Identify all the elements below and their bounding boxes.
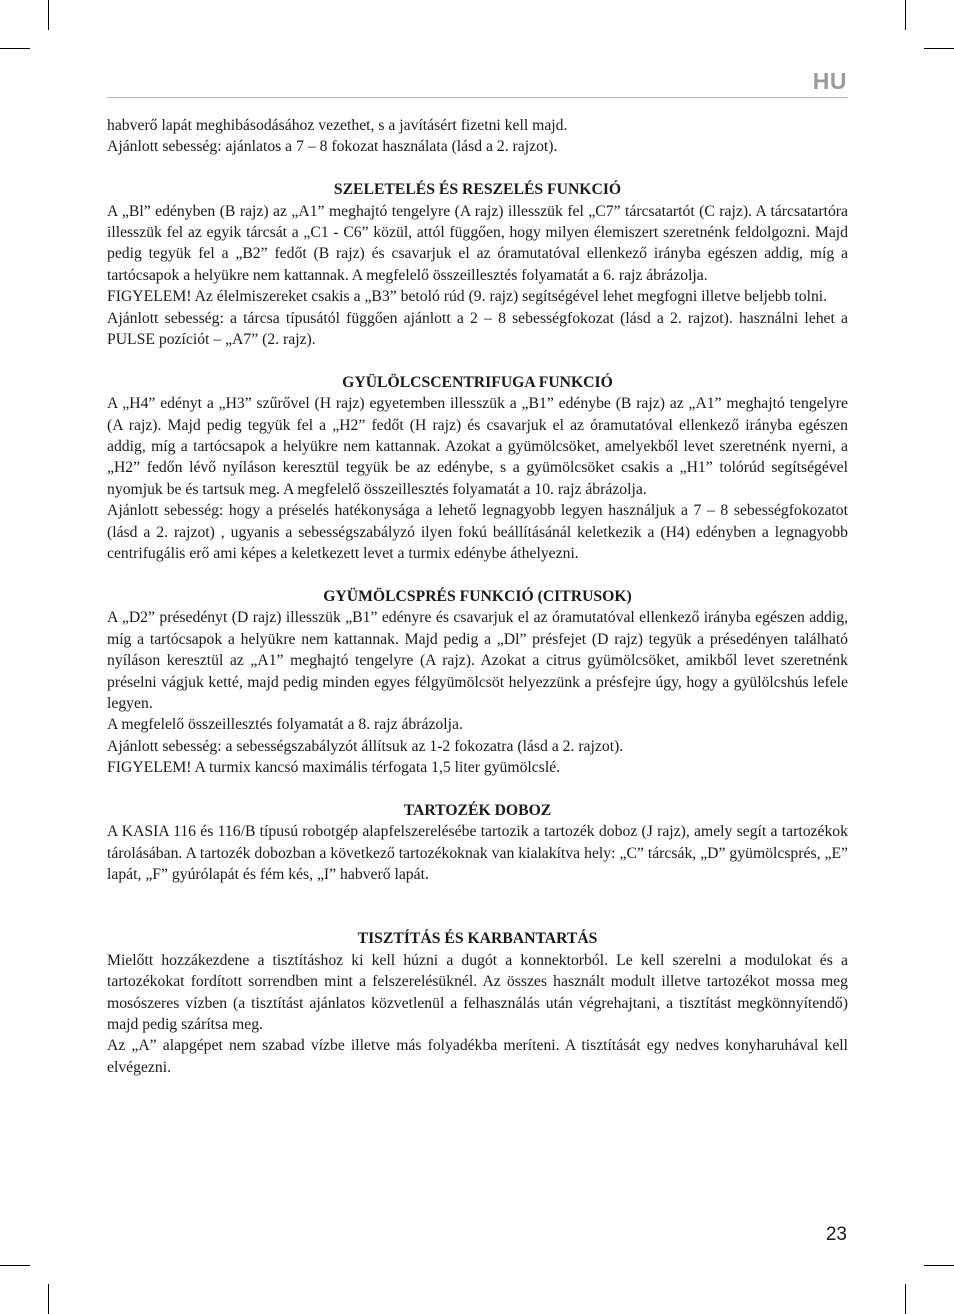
section-title-cleaning: TISZTÍTÁS ÉS KARBANTARTÁS (357, 930, 598, 948)
crop-mark-bottom-right-h (924, 1265, 954, 1266)
section-citrus-paragraph-2: A megfelelő összeillesztés folyamatát a 8. rajz ábrázolja. (107, 716, 463, 734)
section-title-citrus-press: GYÜMÖLCSPRÉS FUNKCIÓ (CITRUSOK) (323, 587, 632, 605)
section-title-accessory-box: TARTOZÉK DOBOZ (403, 801, 552, 819)
section-cleaning-paragraph-1: Mielőtt hozzákezdene a tisztításhoz ki kell húzni a dugót a konnektorból. Le kell szerelni a modulokat és a tartozékokat fordított sorrendben mint a felszerelésüknél. Az összes használt modult illetve tartozékot mossa meg mosószeres vízben (a tisztítást ajánlatos közvetlenül a felhasználás után végrehajtani, a tisztítást megkönnyítendő) majd pedig szárítsa meg. (107, 951, 848, 1033)
intro-paragraph-2: Ajánlott sebesség: ajánlatos a 7 – 8 fokozat használata (lásd a 2. rajzot). (107, 138, 558, 156)
section-centrifuge-paragraph-2: Ajánlott sebesség: hogy a préselés hatékonysága a lehető legnagyobb legyen használjuk a 7 – 8 sebességfokozatot (lásd a 2. rajzot) , ugyanis a sebességszabályzó ilyen fokú beállításánál keletkezik a (H4) edényben a legnagyobb centrifugális erő ami képes a keletkezett levet a turmix edénybe áthelyezni. (107, 502, 848, 563)
section-slicing-paragraph-1: A „Bl” edényben (B rajz) az „A1” meghajtó tengelyre (A rajz) illesszük fel „C7” tárcsatartót (C rajz). A tárcsatartóra illesszük fel az egyik tárcsát a „C1 - C6” közül, attól függően, hogy milyen élemiszert szeretnénk feldolgozni. Majd pedig tegyük fel a „B2” fedőt (B rajz) és csavarjuk el az óramutatóval ellenkező irányba egészen addig, míg a tartócsapok a helyükre nem kattannak. A megfelelő összeillesztés folyamatát a 6. rajz ábrázolja. (107, 202, 848, 284)
crop-mark-top-right-h (924, 48, 954, 49)
crop-mark-bottom-right-v (905, 1284, 906, 1314)
page-number: 23 (825, 1224, 847, 1245)
crop-mark-top-right-v (905, 0, 906, 30)
section-citrus-paragraph-1: A „D2” présedényt (D rajz) illesszük „B1” edényre és csavarjuk el az óramutatóval ellenkező irányba egészen addig, míg a tartócsapok a helyükre nem kattannak. Majd pedig a „Dl” présfejet (D rajz) tegyük a présedényen található nyíláson keresztül az „A1” meghajtó tengelyre (A rajz). Azokat a citrus gyümölcsöket, amikből levet szeretnénk préselni vágjuk ketté, majd pedig minden egyes félgyümölcsöt helyezzünk a présfejre úgy, hogy a gyülölcshús lefele legyen. (107, 609, 848, 712)
section-cleaning-paragraph-2: Az „A” alapgépet nem szabad vízbe illetve más folyadékba meríteni. A tisztítását egy nedves konyharuhával kell elvégezni. (107, 1037, 848, 1076)
language-code: HU (812, 68, 847, 94)
section-title-centrifuge: GYÜLÖLCSCENTRIFUGA FUNKCIÓ (342, 373, 613, 391)
page-body (107, 115, 848, 1078)
crop-mark-bottom-left-h (0, 1265, 30, 1266)
crop-mark-top-left-v (48, 0, 49, 30)
section-title-slicing: SZELETELÉS ÉS RESZELÉS FUNKCIÓ (333, 181, 622, 199)
section-accessory-paragraph-1: A KASIA 116 és 116/B típusú robotgép alapfelszerelésébe tartozik a tartozék doboz (J rajz), amely segít a tartozékok tárolásában. A tartozék dobozban a következő tartozékoknak van kialakítva hely: „C” tárcsák, „D” gyümölcsprés, „E” lapát, „F” gyúrólapát és fém kés, „I” habverő lapát. (107, 823, 848, 884)
crop-mark-top-left-h (0, 48, 30, 49)
intro-paragraph-1: habverő lapát meghibásodásához vezethet, s a javításért fizetni kell majd. (107, 117, 568, 134)
section-slicing-paragraph-2: FIGYELEM! Az élelmiszereket csakis a „B3” betoló rúd (9. rajz) segítségével lehet megfogni illetve beljebb tolni. (107, 288, 828, 306)
section-citrus-paragraph-3: Ajánlott sebesség: a sebességszabályzót állítsuk az 1-2 fokozatra (lásd a 2. rajzot). (107, 737, 624, 755)
header-rule (107, 97, 848, 98)
section-slicing-paragraph-3: Ajánlott sebesség: a tárcsa típusától függően ajánlott a 2 – 8 sebességfokozat (lásd a 2. rajzot). használni lehet a PULSE pozíciót – „A7” (2. rajz). (107, 309, 848, 349)
crop-mark-bottom-left-v (48, 1284, 49, 1314)
section-citrus-paragraph-4: FIGYELEM! A turmix kancsó maximális térfogata 1,5 liter gyümölcslé. (107, 759, 561, 777)
section-centrifuge-paragraph-1: A „H4” edényt a „H3” szűrővel (H rajz) egyetemben illesszük a „B1” edénybe (B rajz) az „A1” meghajtó tengelyre (A rajz). Majd pedig tegyük fel a „H2” fedőt (H rajz) és csavarjuk el az óramutatóval ellenkező irányba egészen addig, míg a tartócsapok a helyükre nem kattannak. Azokat a gyümölcsöket, amelyekből levet szeretnénk nyerni, a „H2” fedőn lévő nyíláson keresztül tegyük be az edénybe, s a gyümölcsöket csakis a „H1” tolórúd segítségével nyomjuk be és tartsuk meg. A megfelelő összeillesztés folyamatát a 10. rajz ábrázolja. (107, 395, 848, 498)
